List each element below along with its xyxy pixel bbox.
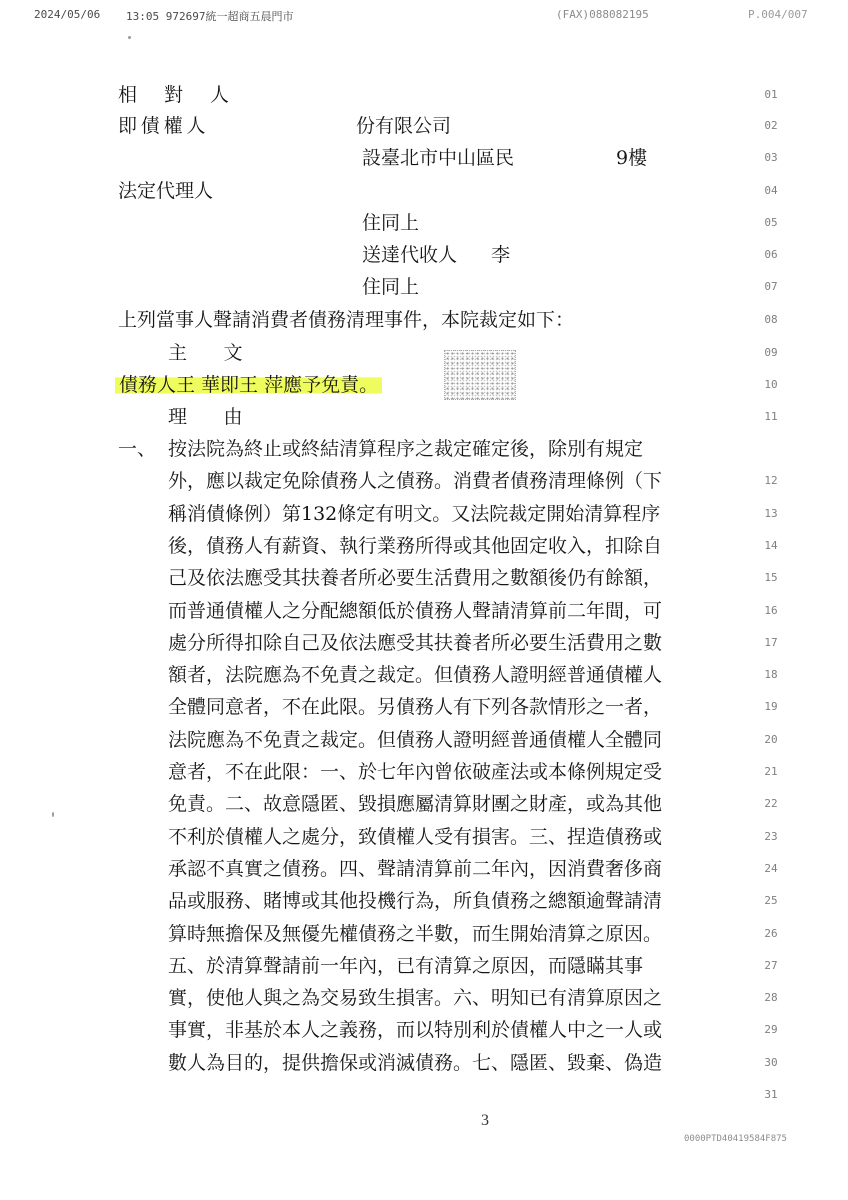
line-number: 27 bbox=[764, 958, 778, 972]
line-number: 17 bbox=[764, 635, 778, 649]
line-number: 13 bbox=[764, 506, 778, 520]
legal-rep-label: 法定代理人 bbox=[118, 180, 214, 202]
line-number: 12 bbox=[764, 474, 778, 488]
reason-line: 後，債務人有薪資、執行業務所得或其他固定收入，扣除自 bbox=[168, 534, 663, 557]
line-number: 03 bbox=[764, 151, 778, 164]
page-number: 3 bbox=[481, 1112, 489, 1129]
court-seal-stamp bbox=[444, 350, 516, 400]
line-number: 11 bbox=[764, 410, 778, 423]
reason-line: 己及依法應受其扶養者所必要生活費用之數額後仍有餘額， bbox=[168, 567, 663, 590]
line-number: 31 bbox=[764, 1088, 778, 1101]
agent-name: 李 bbox=[491, 244, 511, 266]
line-number: 15 bbox=[764, 571, 778, 585]
scan-speck bbox=[128, 36, 131, 39]
line-number: 05 bbox=[764, 216, 778, 229]
fax-date: 2024/05/06 bbox=[34, 8, 101, 21]
intro-sentence: 上列當事人聲請消費者債務清理事件，本院裁定如下： bbox=[118, 309, 575, 331]
reason-line: 外，應以裁定免除債務人之債務。消費者債務清理條例（下 bbox=[168, 470, 663, 493]
line-number: 18 bbox=[764, 668, 778, 682]
agent-address: 住同上 bbox=[362, 276, 420, 298]
highlighted-ruling: 債務人王 華即王 萍應予免責。 bbox=[115, 374, 382, 396]
reason-line: 品或服務、賭博或其他投機行為，所負債務之總額逾聲請清 bbox=[168, 890, 663, 913]
reason-line: 實，使他人與之為交易致生損害。六、明知已有清算原因之 bbox=[168, 987, 663, 1010]
respondent-label: 相 對 人 bbox=[118, 84, 240, 106]
fax-footer-code: 0000PTD40419584F875 bbox=[684, 1134, 787, 1144]
reason-line: 免責。二、故意隱匿、毀損應屬清算財團之財產，或為其他 bbox=[168, 793, 663, 816]
main-heading: 主 文 bbox=[168, 342, 258, 364]
line-number: 23 bbox=[764, 829, 778, 843]
fax-page: P.004/007 bbox=[748, 8, 808, 21]
line-number: 04 bbox=[764, 184, 778, 197]
reason-line: 承認不真實之債務。四、聲請清算前二年內，因消費奢侈商 bbox=[168, 857, 663, 880]
line-number: 25 bbox=[764, 894, 778, 908]
line-number: 29 bbox=[764, 1023, 778, 1037]
fax-sender: 13:05 972697統一超商五晨門市 bbox=[126, 10, 294, 23]
line-number: 22 bbox=[764, 797, 778, 811]
agent bbox=[362, 240, 510, 270]
reason-heading: 理 由 bbox=[168, 406, 258, 428]
fax-header bbox=[0, 4, 848, 24]
scan-speck bbox=[52, 812, 54, 817]
reason-line: 而普通債權人之分配總額低於債務人聲請清算前二年間，可 bbox=[168, 599, 663, 622]
reason-line: 按法院為終止或終結清算程序之裁定確定後，除別有規定 bbox=[168, 438, 644, 460]
fax-number: (FAX)088082195 bbox=[556, 8, 649, 21]
reason-line: 數人為目的，提供擔保或消滅債務。七、隱匿、毀棄、偽造 bbox=[168, 1051, 663, 1074]
line-number: 16 bbox=[764, 603, 778, 617]
reason-line: 全體同意者，不在此限。另債務人有下列各款情形之一者， bbox=[168, 696, 663, 719]
reason-marker: 一、 bbox=[118, 438, 157, 460]
line-number: 08 bbox=[764, 313, 778, 326]
reason-line: 不利於債權人之處分，致債權人受有損害。三、捏造債務或 bbox=[168, 825, 663, 848]
line-number: 06 bbox=[764, 248, 778, 261]
reason-line: 算時無擔保及無優先權債務之半數，而生開始清算之原因。 bbox=[168, 922, 663, 945]
line-number: 19 bbox=[764, 700, 778, 714]
line-number: 24 bbox=[764, 861, 778, 875]
line-number: 26 bbox=[764, 926, 778, 940]
line-number: 20 bbox=[764, 732, 778, 746]
line-number: 10 bbox=[764, 378, 778, 391]
line-number: 07 bbox=[764, 280, 778, 293]
line-number: 14 bbox=[764, 538, 778, 552]
reason-line: 事實，非基於本人之義務，而以特別利於債權人中之一人或 bbox=[168, 1019, 663, 1042]
reason-line: 意者，不在此限：一、於七年內曾依破產法或本條例規定受 bbox=[168, 761, 663, 783]
line-number: 01 bbox=[764, 88, 778, 101]
agent-label: 送達代收人 bbox=[362, 244, 458, 266]
line-number: 02 bbox=[764, 119, 778, 132]
line-number: 09 bbox=[764, 346, 778, 359]
reason-line: 處分所得扣除自己及依法應受其扶養者所必要生活費用之數 bbox=[168, 631, 663, 654]
creditor-address: 設臺北市中山區民 9樓 bbox=[362, 147, 648, 169]
line-number: 28 bbox=[764, 991, 778, 1005]
reason-line: 額者，法院應為不免責之裁定。但債務人證明經普通債權人 bbox=[168, 664, 663, 687]
reason-line: 五、於清算聲請前一年內，已有清算之原因，而隱瞞其事 bbox=[168, 954, 644, 977]
main-text bbox=[118, 370, 382, 400]
redaction bbox=[222, 116, 350, 138]
line-number: 30 bbox=[764, 1055, 778, 1069]
legal-rep-address: 住同上 bbox=[362, 212, 420, 234]
creditor-label: 即債權人 bbox=[118, 115, 210, 137]
creditor-name: 份有限公司 bbox=[356, 115, 452, 137]
reason-line: 稱消債條例）第132條定有明文。又法院裁定開始清算程序 bbox=[168, 502, 661, 525]
line-number: 21 bbox=[764, 765, 778, 778]
reason-line: 法院應為不免責之裁定。但債務人證明經普通債權人全體同 bbox=[168, 728, 663, 751]
